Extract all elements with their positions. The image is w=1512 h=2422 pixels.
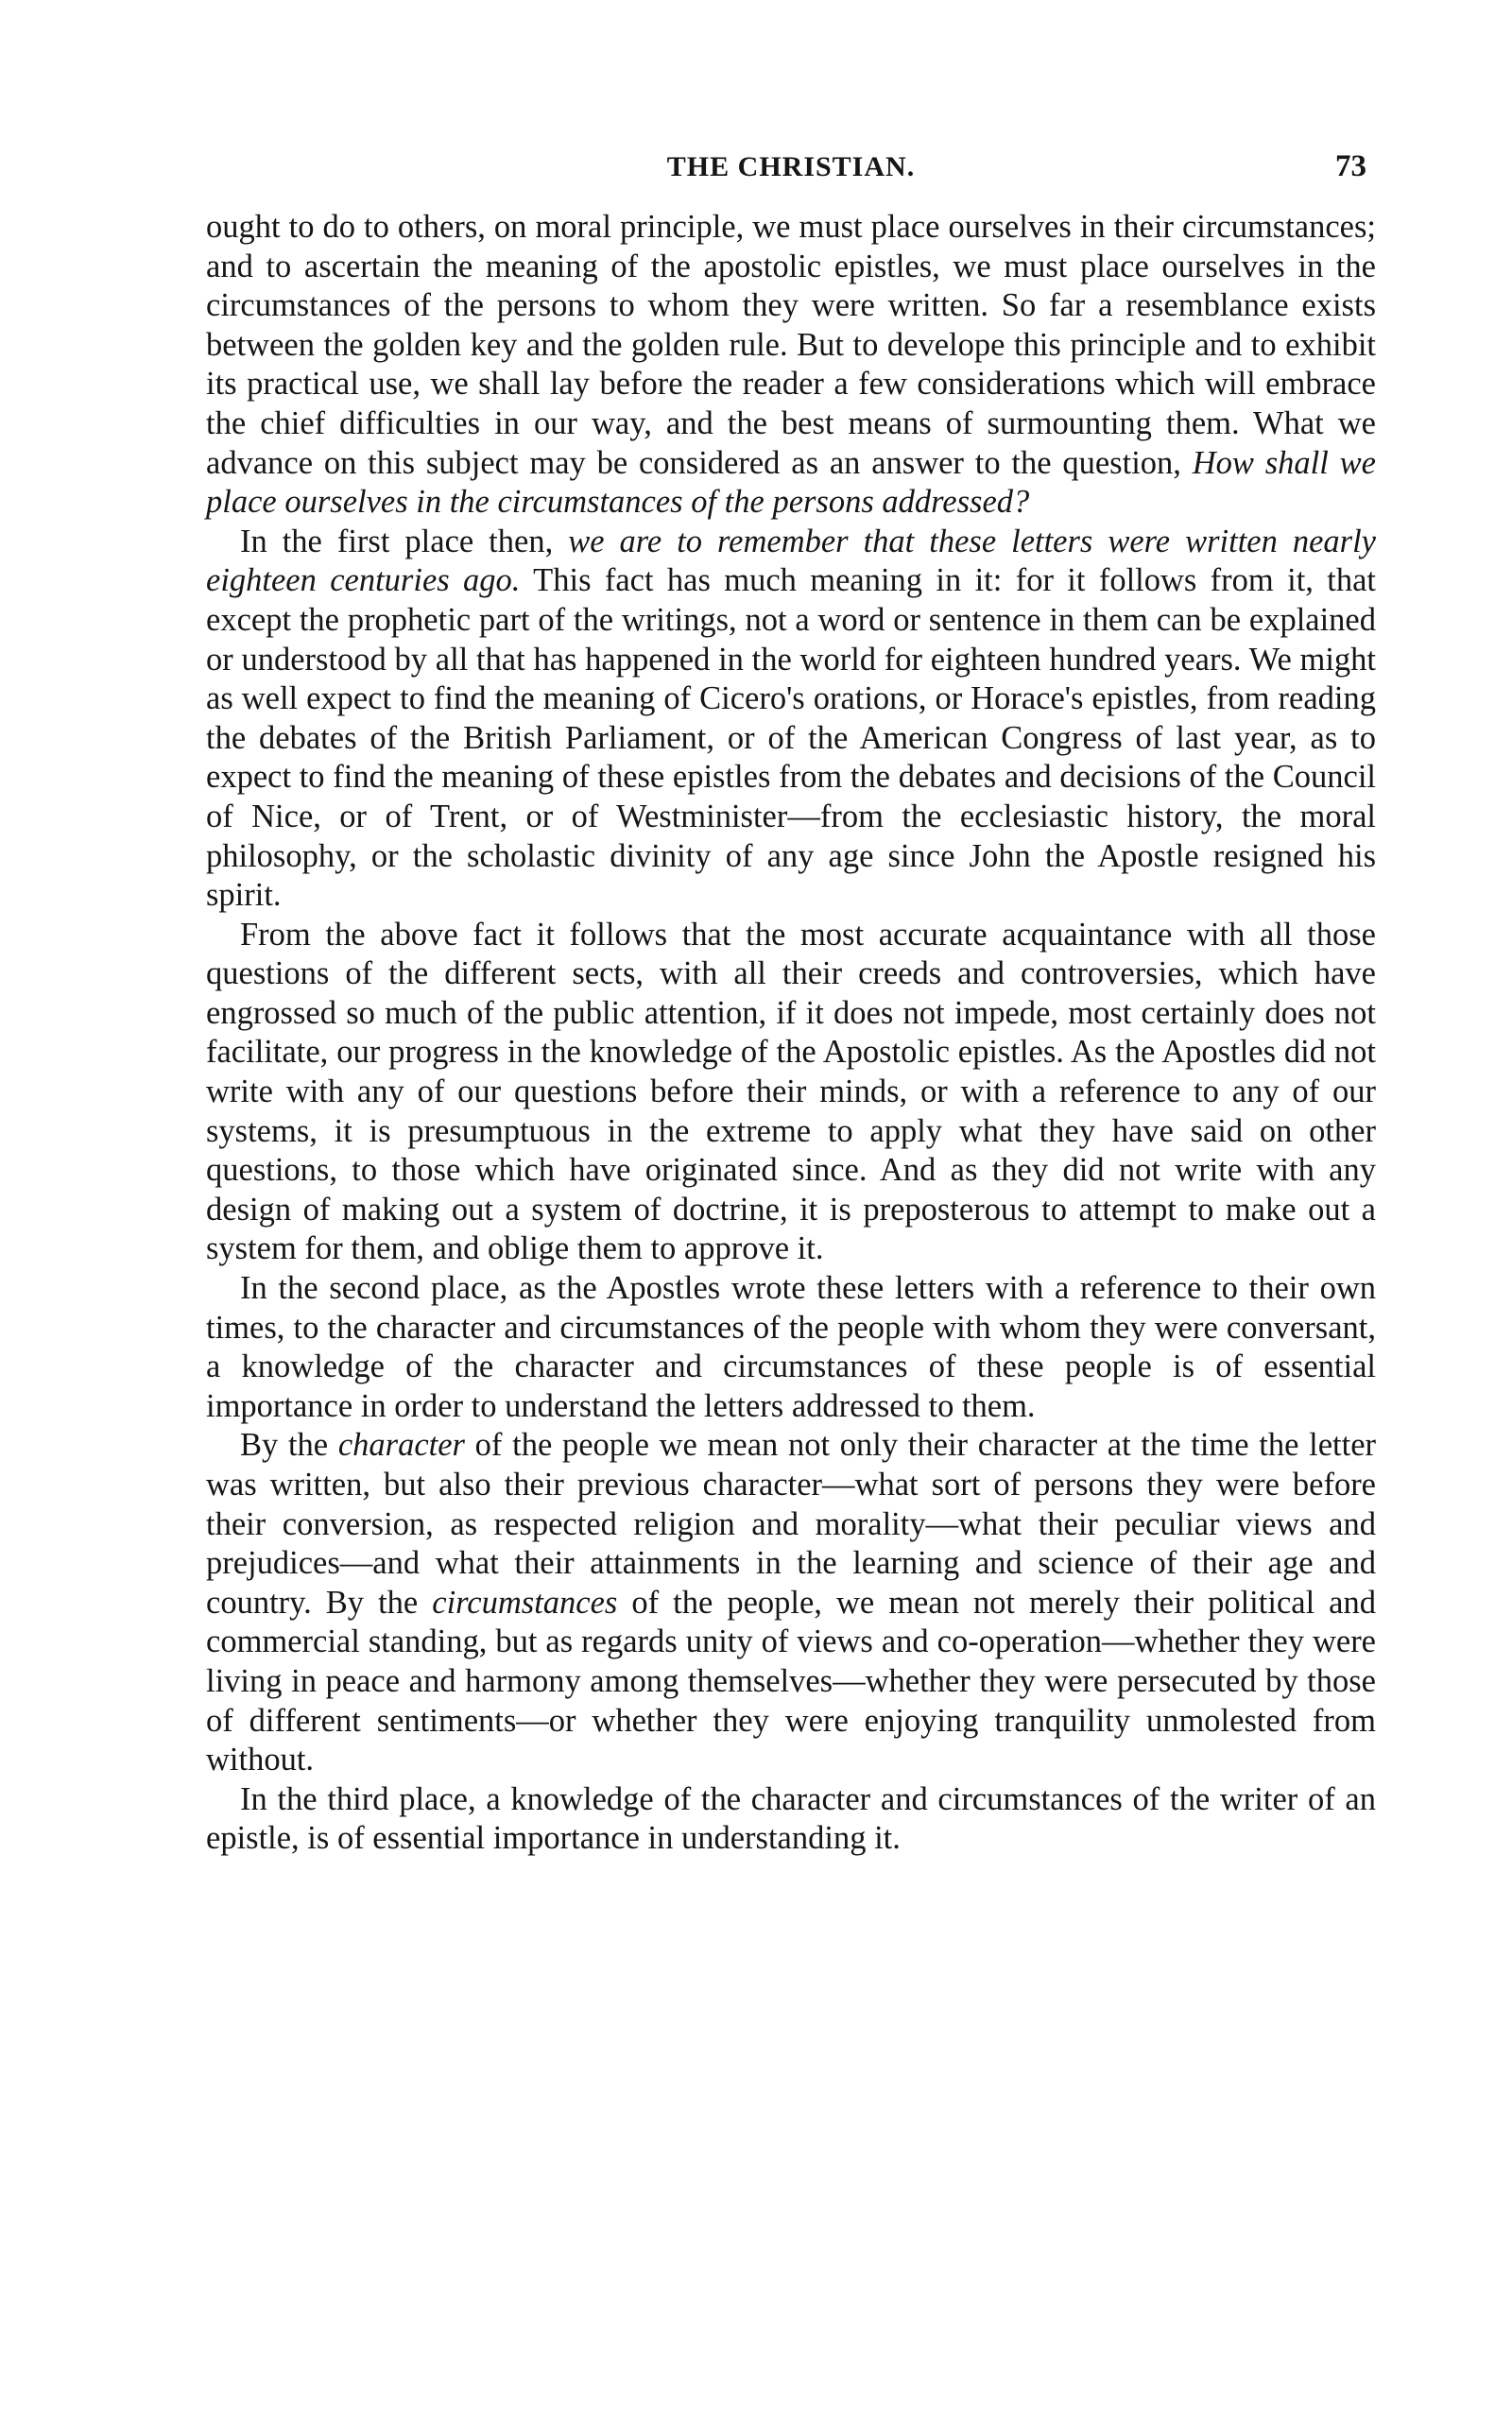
- running-head: [206, 151, 1376, 208]
- text-segment: In the second place, as the Apostles wrote these letters with a reference to their own times, to the character and circumstances of the people with whom they were conversant, a knowledge of the character and circumstances of these people is of essential importance in order to understand the letters addressed to them.: [206, 1270, 1376, 1424]
- page-number: 73: [1335, 149, 1366, 183]
- body-text: [206, 208, 1376, 1859]
- italic-segment: character: [337, 1427, 465, 1464]
- text-segment: of the people, we mean not merely their political and commercial standing, but as regards unity of views and co-operation—whether they were living in peace and harmony among themselves—whether they were persecuted by those of different sentiments—or whether they were enjoying tranquility unmolested from without.: [206, 1584, 1376, 1778]
- text-segment: This fact has much meaning in it: for it follows from it, that except the prophetic part of the writings, not a word or sentence in them can be explained or understood by all that has happened in the world for eighteen hundred years. We might as well expect to find the meaning of Cicero's orations, or Horace's epistles, from reading the debates of the British Parliament, or of the American Congress of last year, as to expect to find the meaning of these epistles from the debates and decisions of the Council of Nice, or of Trent, or of Westminister—from the ecclesiastic history, the moral philosophy, or the scholastic divinity of any age since John the Apostle resigned his spirit.: [206, 562, 1376, 914]
- paragraph: [206, 916, 1376, 1269]
- italic-segment: we are to remember that these letters were written nearly eighteen centuries ago.: [206, 523, 1376, 599]
- paragraph: [206, 1426, 1376, 1779]
- text-segment: From the above fact it follows that the most accurate acquaintance with all those questions of the different sects, with all their creeds and controversies, which have engrossed so much of the public attention, if it does not impede, most certainly does not facilitate, our progress in the knowledge of the Apostolic epistles. As the Apostles did not write with any of our questions before their minds, or with a reference to any of our systems, it is presumptuous in the extreme to apply what they have said on other questions, to those which have originated since. And as they did not write with any design of making out a system of doctrine, it is preposterous to attempt to make out a system for them, and oblige them to approve it.: [206, 916, 1376, 1267]
- paragraph: [206, 1780, 1376, 1859]
- text-segment: ought to do to others, on moral principle, we must place ourselves in their circumstances; and to ascertain the meaning of the apostolic epistles, we must place ourselves in the circumstances of the persons to whom they were written. So far a resemblance exists between the golden key and the golden rule. But to develope this principle and to exhibit its practical use, we shall lay before the reader a few considerations which will embrace the chief difficulties in our way, and the best means of surmounting them. What we advance on this subject may be considered as an answer to the question,: [206, 209, 1376, 481]
- book-page: [206, 151, 1376, 1859]
- paragraph: [206, 1269, 1376, 1426]
- text-segment: By the: [240, 1427, 338, 1464]
- text-segment: In the first place then,: [240, 523, 569, 559]
- text-segment: of the people we mean not only their character at the time the letter was written, but also their previous character—what sort of persons they were before their conversion, as respected religion and morality—what their peculiar views and prejudices—and what their attainments in the learning and science of their age and country. By the: [206, 1427, 1376, 1621]
- running-title: THE CHRISTIAN.: [666, 151, 916, 182]
- paragraph: [206, 208, 1376, 523]
- paragraph: [206, 523, 1376, 916]
- italic-segment: circumstances: [432, 1584, 618, 1621]
- text-segment: In the third place, a knowledge of the character and circumstances of the writer of an epistle, is of essential importance in understanding it.: [206, 1780, 1376, 1857]
- italic-segment: How shall we place ourselves in the circumstances of the persons addressed?: [206, 444, 1376, 521]
